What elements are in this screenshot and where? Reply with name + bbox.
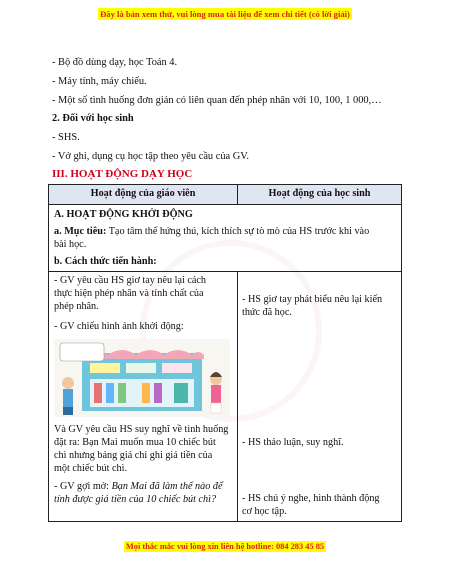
goal-line-2: bài học. bbox=[54, 239, 87, 250]
preview-banner: Đây là bản xem thử, vui lòng mua tài liệu để xem chi tiết (có lời giải) bbox=[100, 9, 350, 19]
table-header-row bbox=[49, 185, 401, 205]
teacher-para-2: - GV chiếu hình ảnh khởi động: bbox=[54, 321, 184, 332]
student-line-2: - Vở ghi, dụng cụ học tập theo yêu cầu của GV. bbox=[52, 151, 249, 162]
student-section-heading: 2. Đối với học sinh bbox=[52, 113, 134, 124]
student-response-2: - HS thảo luận, suy nghĩ. bbox=[242, 437, 344, 448]
intro-line-3: - Một số tình huống đơn giản có liên quan đến phép nhân với 10, 100, 1 000,… bbox=[52, 95, 382, 106]
header-teacher: Hoạt động của giáo viên bbox=[90, 188, 196, 199]
student-line-1: - SHS. bbox=[52, 132, 80, 143]
intro-line-2: - Máy tính, máy chiếu. bbox=[52, 76, 147, 87]
startup-illustration bbox=[54, 339, 230, 417]
student-response-3: - HS chú ý nghe, hình thành động cơ học tập. bbox=[242, 493, 380, 517]
section-title: III. HOẠT ĐỘNG DẠY HỌC bbox=[52, 168, 193, 180]
header-student: Hoạt động của học sinh bbox=[268, 188, 371, 199]
intro-line-1: - Bộ đồ dùng dạy, học Toán 4. bbox=[52, 57, 178, 68]
activity-title: A. HOẠT ĐỘNG KHỞI ĐỘNG bbox=[54, 209, 193, 220]
teacher-para-4: - GV gợi mở: Bạn Mai đã làm thế nào để tính được giá tiền của 10 chiếc bút chì? bbox=[54, 481, 223, 505]
method-label: b. Cách thức tiến hành: bbox=[54, 256, 157, 267]
student-response-1: - HS giơ tay phát biểu nêu lại kiến thức đã học. bbox=[242, 294, 383, 318]
teacher-para-1: - GV yêu cầu HS giơ tay nêu lại cách thực hiện phép nhân và tính chất của phép nhân. bbox=[54, 275, 207, 312]
hotline-footer: Mọi thắc mắc vui lòng xin liên hệ hotline: 084 283 45 85 bbox=[125, 542, 325, 551]
activity-table bbox=[48, 184, 402, 522]
teacher-para-3: Và GV yêu cầu HS suy nghĩ về tình huống đặt ra: Bạn Mai muốn mua 10 chiếc bút chì nhưng bảng giá chỉ ghi giá tiền của một chiếc bút chì. bbox=[54, 424, 229, 474]
goal-line-1: a. Mục tiêu: Tạo tâm thế hứng thú, kích thích sự tò mò của HS trước khi vào bbox=[54, 226, 370, 237]
